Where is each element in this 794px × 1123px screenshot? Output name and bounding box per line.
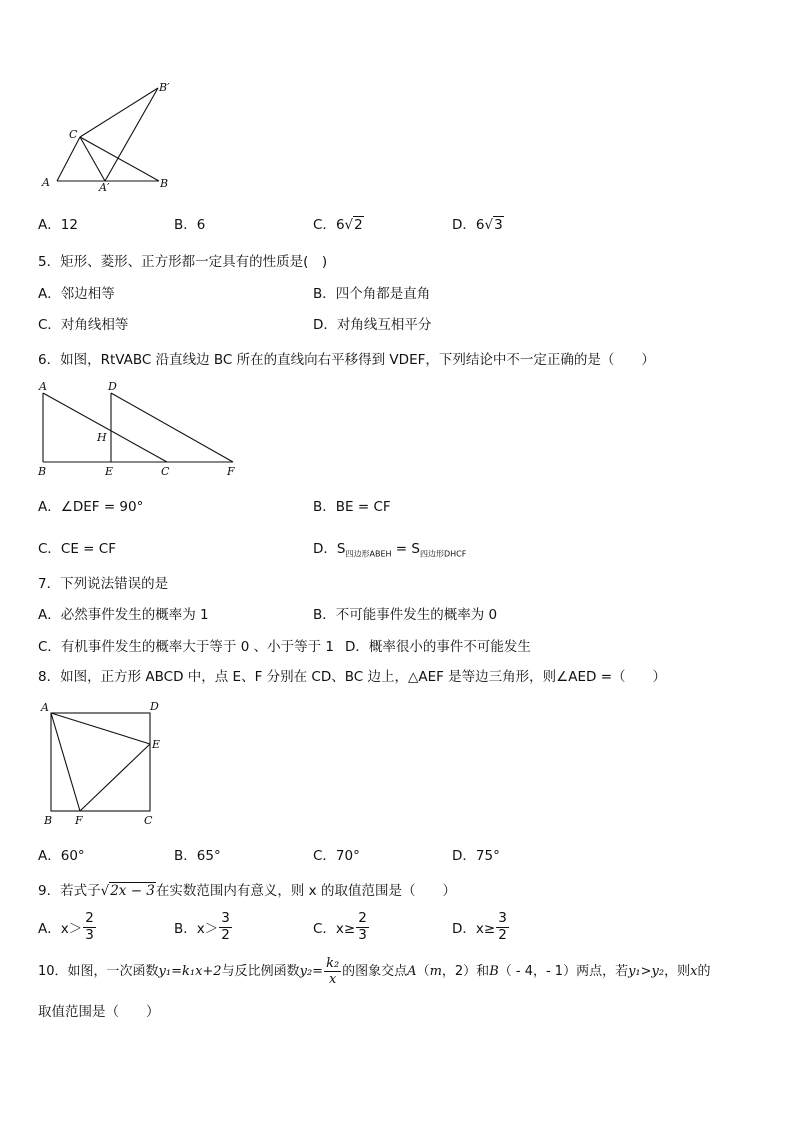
q5-option-c[interactable]: C．对角线相等 bbox=[38, 317, 129, 333]
q8-option-b[interactable]: B．65° bbox=[174, 848, 221, 864]
q6-option-d[interactable]: D．$S_{四边形ABEH} = S_{四边形DHCF}$ bbox=[313, 541, 467, 559]
q4-label-c: C bbox=[69, 128, 78, 141]
q4-option-c[interactable]: C．6√2 bbox=[313, 217, 363, 233]
q6-label-f: F bbox=[227, 465, 235, 478]
q8-label-d: D bbox=[150, 700, 159, 713]
q6-label-c: C bbox=[161, 465, 170, 478]
q7-option-d[interactable]: D．概率很小的事件不可能发生 bbox=[345, 639, 531, 655]
q9-option-b[interactable]: B．x＞ $\frac{3}{2}$ bbox=[174, 910, 230, 943]
q4-label-a: A bbox=[42, 176, 50, 189]
q8-stem: 8．如图，正方形 ABCD 中，点 E、F 分别在 CD、BC 边上，△AEF 是等边三角形，则∠AED =（ ） bbox=[38, 669, 667, 685]
q4-figure bbox=[38, 80, 188, 199]
q5-option-d[interactable]: D．对角线互相平分 bbox=[313, 317, 432, 333]
q5-option-b[interactable]: B．四个角都是直角 bbox=[313, 286, 431, 302]
q6-label-b: B bbox=[38, 465, 47, 478]
q7-option-b[interactable]: B．不可能事件发生的概率为 0 bbox=[313, 607, 498, 623]
q4-label-a-prime: A′ bbox=[99, 181, 110, 194]
q9-option-d[interactable]: D．x≥ $\frac{3}{2}$ bbox=[452, 910, 507, 943]
q6-figure bbox=[34, 376, 249, 484]
q5-option-a[interactable]: A．邻边相等 bbox=[38, 286, 115, 302]
q9-option-a[interactable]: A．x＞ $\frac{2}{3}$ bbox=[38, 910, 94, 943]
q8-label-e: E bbox=[152, 738, 161, 751]
q8-label-b: B bbox=[44, 814, 53, 827]
q6-label-h: H bbox=[97, 431, 107, 444]
q6-option-c[interactable]: C．CE = CF bbox=[38, 541, 116, 557]
q4-label-b: B bbox=[160, 177, 169, 190]
q7-option-c[interactable]: C．有机事件发生的概率大于等于 0 、小于等于 1 bbox=[38, 639, 334, 655]
q5-stem: 5．矩形、菱形、正方形都一定具有的性质是( ) bbox=[38, 254, 328, 270]
q8-label-f: F bbox=[75, 814, 83, 827]
q6-stem: 6．如图，RtVABC 沿直线边 BC 所在的直线向右平移得到 VDEF，下列结论中不一定正确的是（ ） bbox=[38, 352, 655, 368]
q9-stem: 9．若式子√2x − 3在实数范围内有意义，则 x 的取值范围是（ ） bbox=[38, 883, 456, 899]
q4-option-b[interactable]: B．6 bbox=[174, 217, 206, 233]
sqrt-sign: √ bbox=[100, 883, 110, 899]
q10-stem-line2: 取值范围是（ ） bbox=[38, 1004, 160, 1020]
sqrt-sign: √ bbox=[344, 217, 354, 233]
q8-figure bbox=[38, 697, 168, 831]
q4-option-a[interactable]: A．12 bbox=[38, 217, 78, 233]
q4-option-d[interactable]: D．6√3 bbox=[452, 217, 503, 233]
q6-option-a[interactable]: A．∠DEF = 90° bbox=[38, 499, 144, 515]
q8-option-a[interactable]: A．60° bbox=[38, 848, 85, 864]
q7-stem: 7．下列说法错误的是 bbox=[38, 576, 169, 592]
q9-option-c[interactable]: C．x≥ $\frac{2}{3}$ bbox=[313, 910, 367, 943]
q8-label-c: C bbox=[144, 814, 153, 827]
q8-option-d[interactable]: D．75° bbox=[452, 848, 500, 864]
q6-option-b[interactable]: B．BE = CF bbox=[313, 499, 391, 515]
q8-option-c[interactable]: C．70° bbox=[313, 848, 360, 864]
q7-option-a[interactable]: A．必然事件发生的概率为 1 bbox=[38, 607, 209, 623]
sqrt-sign: √ bbox=[484, 217, 494, 233]
q8-label-a: A bbox=[41, 701, 49, 714]
q6-label-a: A bbox=[39, 380, 47, 393]
q10-stem-line1: 10．如图，一次函数y₁=k₁x+2与反比例函数y₂= $\frac{\text{k₂}}{x}$ 的图象交点A（m，2）和B（ - 4，- 1）两点，若y₁>y₂，则x的 bbox=[38, 956, 711, 987]
q4-label-b-prime: B′ bbox=[159, 81, 170, 94]
q6-label-d: D bbox=[108, 380, 117, 393]
q6-label-e: E bbox=[105, 465, 114, 478]
